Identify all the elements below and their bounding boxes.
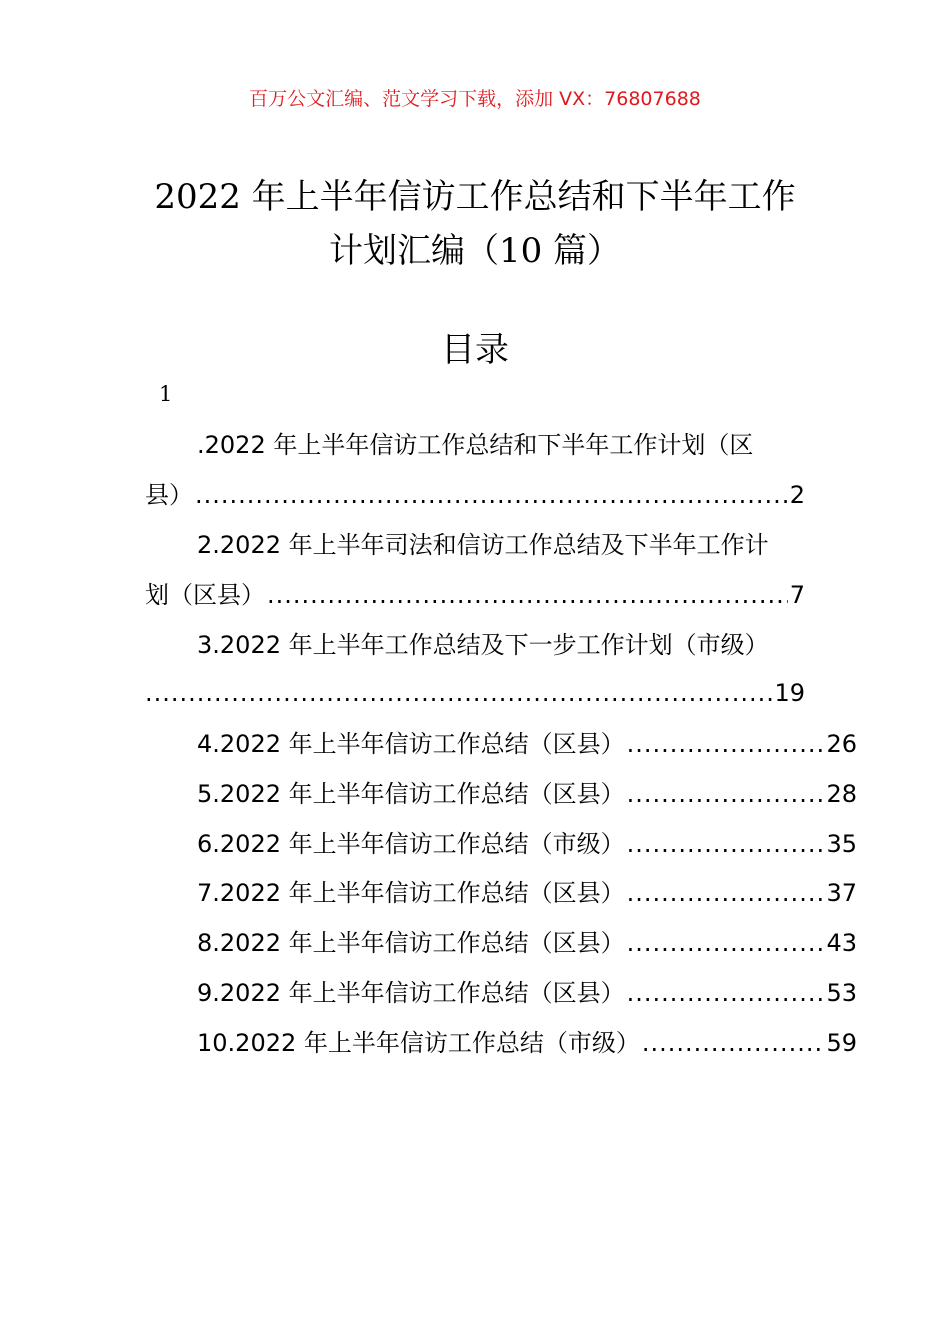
leader-dots xyxy=(145,676,772,710)
toc-entry-text: .2022 年上半年信访工作总结和下半年工作计划（区 xyxy=(197,431,754,459)
toc-entry-7[interactable] xyxy=(145,876,857,910)
title-line-2: 计划汇编（10 篇） xyxy=(328,231,622,271)
toc-entry-8[interactable] xyxy=(145,926,857,960)
leader-dots xyxy=(267,578,788,612)
toc-page-number: 53 xyxy=(826,979,857,1007)
toc-page-number: 19 xyxy=(774,679,805,707)
toc-page-number: 2 xyxy=(789,481,805,509)
toc-entry-text: 5.2022 年上半年信访工作总结（区县） xyxy=(197,780,625,808)
document-title xyxy=(100,170,850,278)
toc-entry-2-line-1[interactable] xyxy=(145,528,857,562)
toc-entry-1-line-2[interactable] xyxy=(145,478,805,512)
toc-entry-10[interactable] xyxy=(145,1026,857,1060)
toc-entry-3-line-2[interactable] xyxy=(145,676,805,710)
leader-dots xyxy=(627,777,825,811)
toc-entry-6[interactable] xyxy=(145,827,857,861)
header-note: 百万公文汇编、范文学习下载，添加 VX：76807688 xyxy=(249,88,701,110)
toc-page-number: 43 xyxy=(826,929,857,957)
leader-dots xyxy=(627,976,825,1010)
toc-entry-5[interactable] xyxy=(145,777,857,811)
toc-page-number: 37 xyxy=(826,879,857,907)
toc-entry-text: 10.2022 年上半年信访工作总结（市级） xyxy=(197,1029,640,1057)
toc-entry-text: 3.2022 年上半年工作总结及下一步工作计划（市级） xyxy=(197,631,769,659)
title-line-1: 2022 年上半年信访工作总结和下半年工作 xyxy=(154,177,796,217)
stray-number: 1 xyxy=(159,382,173,406)
leader-dots xyxy=(642,1026,825,1060)
toc-page-number: 26 xyxy=(826,730,857,758)
toc-heading: 目录 xyxy=(441,330,509,370)
toc-entry-2-line-2[interactable] xyxy=(145,578,805,612)
toc-entry-text: 6.2022 年上半年信访工作总结（市级） xyxy=(197,830,625,858)
leader-dots xyxy=(627,926,825,960)
toc-page-number: 59 xyxy=(826,1029,857,1057)
toc-entry-text: 县） xyxy=(145,481,193,509)
toc-entry-text: 4.2022 年上半年信访工作总结（区县） xyxy=(197,730,625,758)
toc-entry-text: 2.2022 年上半年司法和信访工作总结及下半年工作计 xyxy=(197,531,769,559)
leader-dots xyxy=(195,478,788,512)
toc-entry-9[interactable] xyxy=(145,976,857,1010)
toc-entry-text: 7.2022 年上半年信访工作总结（区县） xyxy=(197,879,625,907)
toc-entry-text: 划（区县） xyxy=(145,581,265,609)
leader-dots xyxy=(627,827,825,861)
leader-dots xyxy=(627,727,825,761)
toc-entry-4[interactable] xyxy=(145,727,857,761)
toc-page-number: 28 xyxy=(826,780,857,808)
toc-entry-text: 9.2022 年上半年信访工作总结（区县） xyxy=(197,979,625,1007)
toc-page-number: 35 xyxy=(826,830,857,858)
toc-entry-3-line-1[interactable] xyxy=(145,628,857,662)
toc-page-number: 7 xyxy=(789,581,805,609)
toc-entry-text: 8.2022 年上半年信访工作总结（区县） xyxy=(197,929,625,957)
leader-dots xyxy=(627,876,825,910)
toc-entry-1-line-1[interactable] xyxy=(145,428,857,462)
